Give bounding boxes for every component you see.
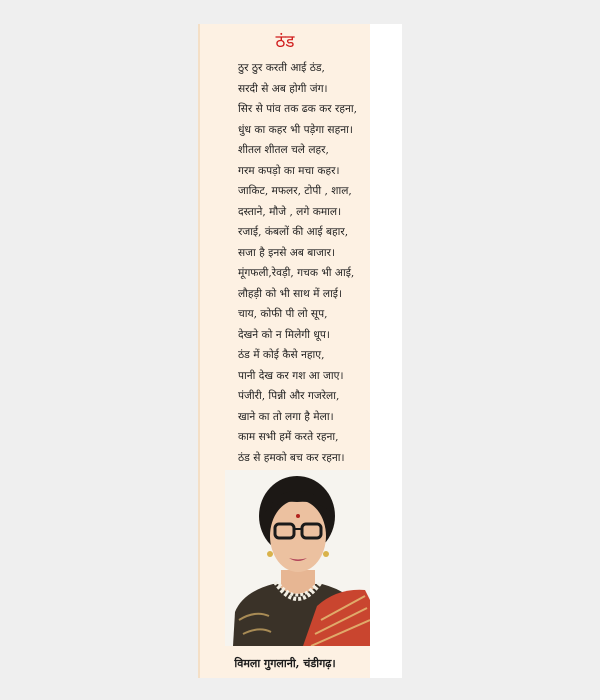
poem-line: गरम कपड़ो का मचा कहर। [238, 164, 340, 177]
poem-line: धुंध का कहर भी पड़ेगा सहना। [238, 123, 353, 136]
poem-line: सिर से पांव तक ढक कर रहना, [238, 103, 357, 115]
newspaper-column [198, 24, 402, 678]
poem-line: पानी देख कर गश आ जाए। [238, 369, 344, 382]
author-portrait-illustration [225, 470, 370, 646]
poem-line: लौहड़ी को भी साथ में लाई। [238, 287, 343, 300]
poem-line: सरदी से अब होगी जंग। [238, 82, 328, 95]
poem-line: मूंगफली,रेवड़ी, गचक भी आई, [238, 267, 355, 279]
poem-line: काम सभी हमें करते रहना, [238, 431, 339, 443]
poem-line: ठुर ठुर करती आई ठंड, [238, 62, 325, 74]
poem-line: ठंड में कोई कैसे नहाए, [238, 349, 325, 361]
poem-line: सजा है इनसे अब बाजार। [238, 246, 335, 259]
poem-line: शीतल शीतल चले लहर, [238, 144, 329, 156]
author-caption: विमला गुगलानी, चंडीगढ़। [234, 657, 336, 670]
poem-line: पंजीरी, पिन्नी और गजरेला, [238, 390, 340, 402]
poem-line: जाकिट, मफलर, टोपी , शाल, [238, 185, 352, 197]
poem-line: देखने को न मिलेगी धूप। [238, 328, 330, 341]
poem-panel [198, 24, 370, 678]
poem-body [238, 58, 372, 468]
poem-line: खाने का तो लगा है मेला। [238, 410, 334, 423]
poem-line: रजाई, कंबलों की आई बहार, [238, 226, 349, 238]
poem-line: दस्ताने, मौजे , लगे कमाल। [238, 205, 342, 218]
poem-line: ठंड से हमको बच कर रहना। [238, 451, 345, 464]
author-photo [225, 470, 370, 646]
poem-line: चाय, कोफी पी लो सूप, [238, 308, 328, 320]
poem-title: ठंड [275, 32, 295, 52]
